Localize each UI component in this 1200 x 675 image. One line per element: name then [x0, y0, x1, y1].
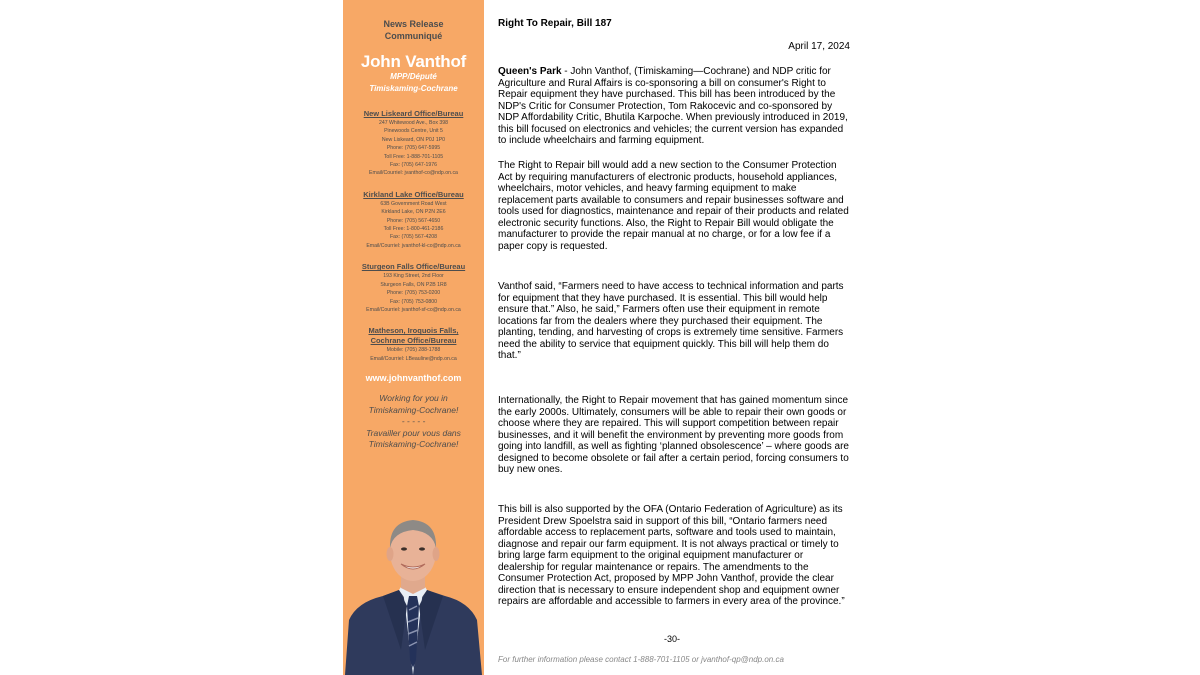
- office-fax: Fax: (705) 647-1976: [389, 162, 437, 169]
- office-email: Email/Courriel: jvanthof-co@ndp.on.ca: [369, 170, 458, 177]
- paragraph-1: [498, 66, 850, 147]
- office-mobile: Mobile: (705) 288-1788: [386, 347, 441, 354]
- office-line: Kirkland Lake, ON P2N 2E6: [381, 209, 446, 216]
- slogan-line: Timiskaming-Cochrane!: [368, 404, 459, 415]
- end-marker: -30-: [664, 634, 681, 644]
- paragraph-text: - John Vanthof, (Timiskaming—Cochrane) and NDP critic for Agriculture and Rural Affairs is co-sponsoring a bill on consumer's Right to Repair equipment they have purchased. This bill has been introduced by the NDP's Critic for Consumer Protection, Tom Rakocevic and co-sponsored by NDP Affordability Critic, Bhutila Karpoche. When previously introduced in 2019, this bill focused on electronics and vehicles; the current version has expanded to include wheelchairs and farming equipment.: [498, 66, 848, 146]
- release-label-fr: Communiqué: [384, 31, 443, 41]
- paragraph-3: [498, 281, 850, 362]
- office-email: Email/Courriel: LBeauline@ndp.on.ca: [370, 355, 457, 362]
- office-tollfree: Toll Free: 1-888-701-1105: [383, 153, 444, 160]
- paragraph-text: Internationally, the Right to Repair movement that has gained momentum since the early 2000s. Ultimately, consumers will be able to repair their own goods or choose where they are repaired. This will support competition between repair businesses, and it will benefit the environment by preventing more goods from going into landfill, as well as fighting ‘planned obsolescence’ – where goods are designed to become obsolete or fail after a certain period, forcing consumers to buy new ones.: [498, 395, 849, 475]
- office-name: New Liskeard Office/Bureau: [363, 109, 464, 118]
- office-name-2: Cochrane Office/Bureau: [370, 336, 457, 346]
- slogan: [343, 393, 484, 451]
- release-label: News Release: [383, 19, 444, 29]
- office-matheson: [343, 326, 484, 363]
- letterhead-sidebar: [343, 0, 484, 675]
- paragraph-text: The Right to Repair bill would add a new section to the Consumer Protection Act by requiring manufacturers of electronic products, household appliances, wheelchairs, motor vehicles, and heavy farming equipment to make replacement parts available to consumers and repair businesses software and tools used for diagnostics, maintenance and repair of their products and related electronic security functions. Also, the Right to Repair Bill would obligate the manufacturer to provide the repair manual at no charge, or for a low fee if a paper copy is requested.: [498, 160, 849, 252]
- office-phone: Phone: (705) 567-4650: [386, 217, 441, 224]
- office-line: 63B Government Road West: [380, 200, 447, 207]
- office-line: 247 Whitewood Ave., Box 398: [378, 120, 449, 126]
- slogan-line: Working for you in: [379, 393, 448, 404]
- office-line: Pinewoods Centre, Unit 5: [384, 128, 443, 135]
- office-email: Email/Courriel: jvanthof-sf-co@ndp.on.ca: [366, 306, 461, 313]
- office-name: Matheson, Iroquois Falls,: [368, 326, 459, 336]
- office-line: Sturgeon Falls, ON P2B 1R8: [380, 281, 447, 288]
- slogan-line: Timiskaming-Cochrane!: [368, 439, 459, 450]
- office-phone: Phone: (705) 647-5995: [386, 145, 441, 152]
- office-line: 193 King Street, 2nd Floor: [383, 273, 444, 280]
- office-kirkland-lake: [343, 190, 484, 250]
- office-fax: Fax: (705) 567-4208: [389, 234, 437, 241]
- office-name: Kirkland Lake Office/Bureau: [363, 189, 464, 199]
- riding-name: Timiskaming-Cochrane: [369, 84, 458, 93]
- mpp-portrait-photo: [343, 510, 484, 675]
- office-name: Sturgeon Falls Office/Bureau: [361, 262, 466, 272]
- document-title: Right To Repair, Bill 187: [498, 18, 612, 29]
- paragraph-4: [498, 395, 850, 476]
- mpp-name: John Vanthof: [360, 52, 467, 71]
- paragraph-text: Vanthof said, “Farmers need to have access to technical information and parts for equipment that they have purchased. It is essential. This bill would help ensure that.” Also, he said,” Farmers often use their equipment in remote locations far from the dealers where they purchased their equipment. The planting, tending, and harvesting of crops is extremely time sensitive. Farmers need the ability to service that equipment quickly. This bill will help them do that.”: [498, 281, 844, 361]
- release-date: April 17, 2024: [788, 41, 850, 52]
- slogan-divider: - - - - -: [401, 416, 426, 427]
- slogan-line: Travailler pour vous dans: [366, 427, 461, 438]
- office-phone: Phone: (705) 753-0200: [386, 290, 441, 297]
- paragraph-5: [498, 504, 850, 608]
- spacer-top: [343, 0, 484, 18]
- website-link[interactable]: www.johnvanthof.com: [365, 373, 462, 384]
- office-email: Email/Courriel: jvanthof-kl-co@ndp.on.ca: [366, 242, 461, 249]
- contact-footer: For further information please contact 1-888-701-1105 or jvanthof-qp@ndp.on.ca: [498, 655, 784, 664]
- office-fax: Fax: (705) 753-0800: [389, 298, 437, 305]
- dateline: Queen's Park: [498, 66, 562, 77]
- office-new-liskeard: [343, 109, 484, 178]
- mpp-title: MPP/Député: [390, 72, 437, 81]
- office-tollfree: Toll Free: 1-800-461-2186: [383, 226, 444, 233]
- paragraph-2: [498, 160, 850, 252]
- paragraph-text: This bill is also supported by the OFA (Ontario Federation of Agriculture) as its President Drew Spoelstra said in support of this bill, “Ontario farmers need affordable access to replacement parts, software and tools used to maintain, diagnose and repair our farm equipment. It is not always practical or timely to bring large farm equipment to the original equipment manufacturer or dealership for regular maintenance or repairs. The amendments to the Consumer Protection Act, proposed by MPP John Vanthof, provide the clear direction that is necessary to ensure independent shop and equipment owner repairs are affordable and accessible to farmers in every area of the province.”: [498, 504, 845, 607]
- office-sturgeon-falls: [343, 262, 484, 314]
- office-line: New Liskeard, ON P0J 1P0: [381, 136, 446, 143]
